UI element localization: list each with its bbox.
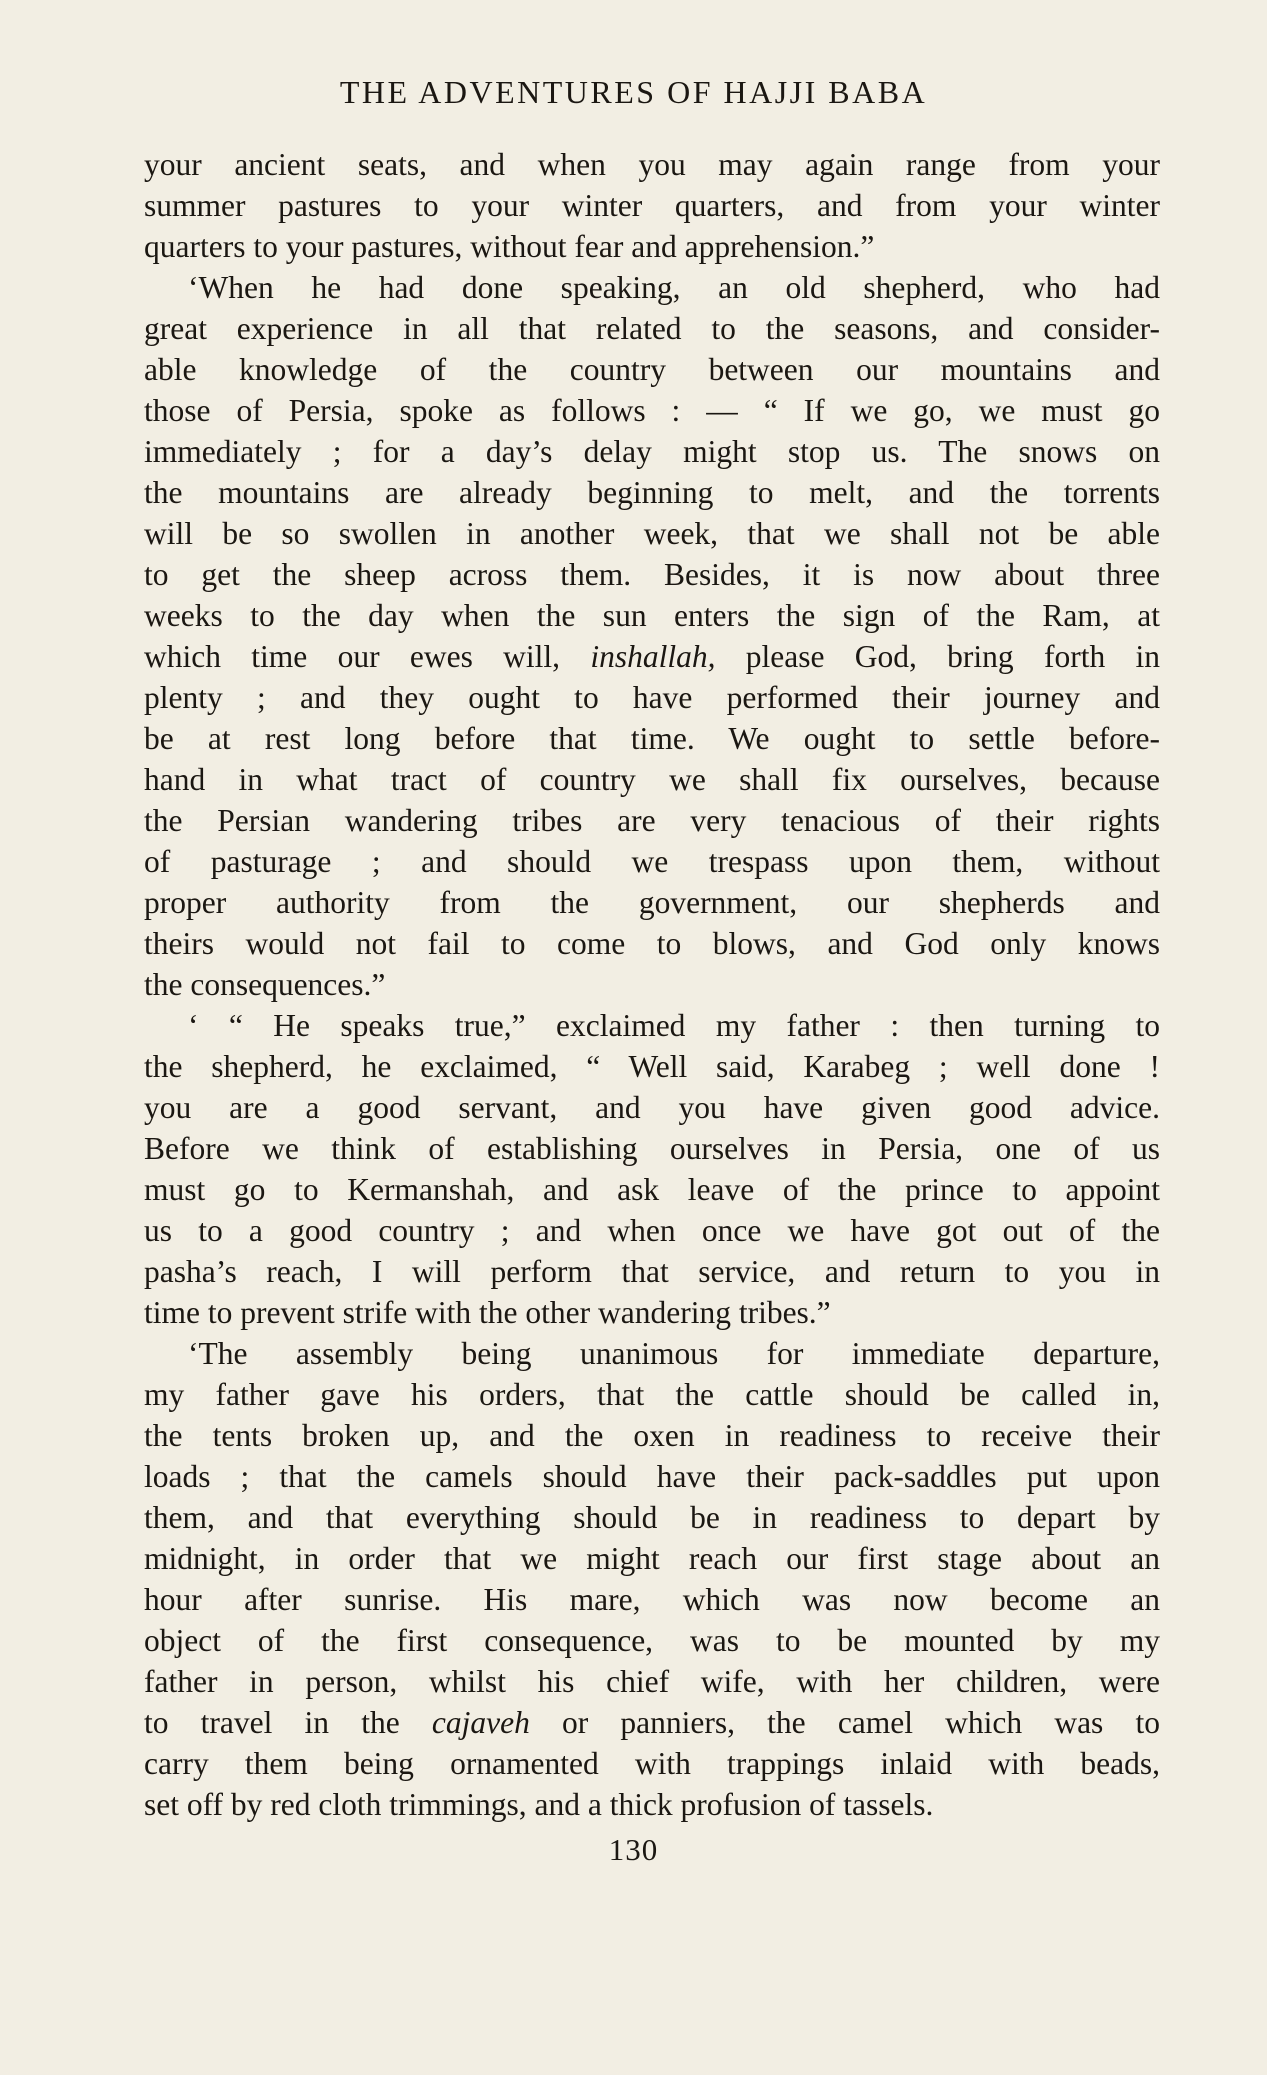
text-line: of pasturage ; and should we trespass upon them, without (144, 844, 1160, 879)
text-line: them, and that everything should be in readiness to depart by (144, 1500, 1160, 1535)
text-line: those of Persia, spoke as follows : — “ If we go, we must go (144, 393, 1160, 428)
text-line: midnight, in order that we might reach our first stage about an (144, 1541, 1160, 1576)
text-line: loads ; that the camels should have their pack-saddles put upon (144, 1459, 1160, 1494)
italic-term: inshallah, (590, 639, 716, 674)
text-line: the Persian wandering tribes are very tenacious of their rights (144, 803, 1160, 838)
text-line: your ancient seats, and when you may again range from your (144, 147, 1160, 182)
page-number: 130 (608, 1832, 659, 1867)
text-line: the tents broken up, and the oxen in readiness to receive their (144, 1418, 1160, 1453)
text-line (144, 1702, 1160, 1743)
text-line: set off by red cloth trimmings, and a thick profusion of tassels. (144, 1787, 934, 1822)
text-line: plenty ; and they ought to have performed their journey and (144, 680, 1160, 715)
text-run: which time our ewes will, (144, 639, 591, 674)
text-line: great experience in all that related to the seasons, and consider- (144, 311, 1160, 346)
text-line: ‘The assembly being unanimous for immediate departure, (188, 1336, 1160, 1371)
text-line: will be so swollen in another week, that we shall not be able (144, 516, 1160, 551)
text-line: the consequences.” (144, 967, 386, 1002)
text-line: us to a good country ; and when once we have got out of the (144, 1213, 1160, 1248)
text-line: proper authority from the government, our shepherds and (144, 885, 1160, 920)
text-line: pasha’s reach, I will perform that service, and return to you in (144, 1254, 1160, 1289)
text-line (144, 636, 1160, 677)
text-line: hour after sunrise. His mare, which was now become an (144, 1582, 1160, 1617)
text-line: quarters to your pastures, without fear and apprehension.” (144, 229, 875, 264)
body-text (144, 144, 1160, 1825)
text-line: ‘ “ He speaks true,” exclaimed my father : then turning to (188, 1008, 1160, 1043)
text-line: weeks to the day when the sun enters the sign of the Ram, at (144, 598, 1160, 633)
text-line: the mountains are already beginning to melt, and the torrents (144, 475, 1160, 510)
text-line: object of the first consequence, was to be mounted by my (144, 1623, 1160, 1658)
text-line: my father gave his orders, that the cattle should be called in, (144, 1377, 1160, 1412)
text-line: immediately ; for a day’s delay might stop us. The snows on (144, 434, 1160, 469)
text-run: please God, bring forth in (715, 639, 1160, 674)
text-line: you are a good servant, and you have given good advice. (144, 1090, 1160, 1125)
text-line: carry them being ornamented with trappings inlaid with beads, (144, 1746, 1160, 1781)
text-line: must go to Kermanshah, and ask leave of the prince to appoint (144, 1172, 1160, 1207)
text-line: father in person, whilst his chief wife, with her children, were (144, 1664, 1160, 1699)
text-line: ‘When he had done speaking, an old shepherd, who had (188, 270, 1160, 305)
text-line: be at rest long before that time. We ought to settle before- (144, 721, 1160, 756)
text-line: time to prevent strife with the other wandering tribes.” (144, 1295, 831, 1330)
text-line: Before we think of establishing ourselves in Persia, one of us (144, 1131, 1160, 1166)
text-run: or panniers, the camel which was to (529, 1705, 1160, 1740)
italic-term: cajaveh (431, 1705, 530, 1740)
text-line: hand in what tract of country we shall fix ourselves, because (144, 762, 1160, 797)
running-head: THE ADVENTURES OF HAJJI BABA (339, 74, 928, 110)
text-run: to travel in the (144, 1705, 432, 1740)
text-line: the shepherd, he exclaimed, “ Well said, Karabeg ; well done ! (144, 1049, 1160, 1084)
text-line: to get the sheep across them. Besides, it is now about three (144, 557, 1160, 592)
text-line: theirs would not fail to come to blows, and God only knows (144, 926, 1160, 961)
text-line: summer pastures to your winter quarters, and from your winter (144, 188, 1160, 223)
text-line: able knowledge of the country between our mountains and (144, 352, 1160, 387)
